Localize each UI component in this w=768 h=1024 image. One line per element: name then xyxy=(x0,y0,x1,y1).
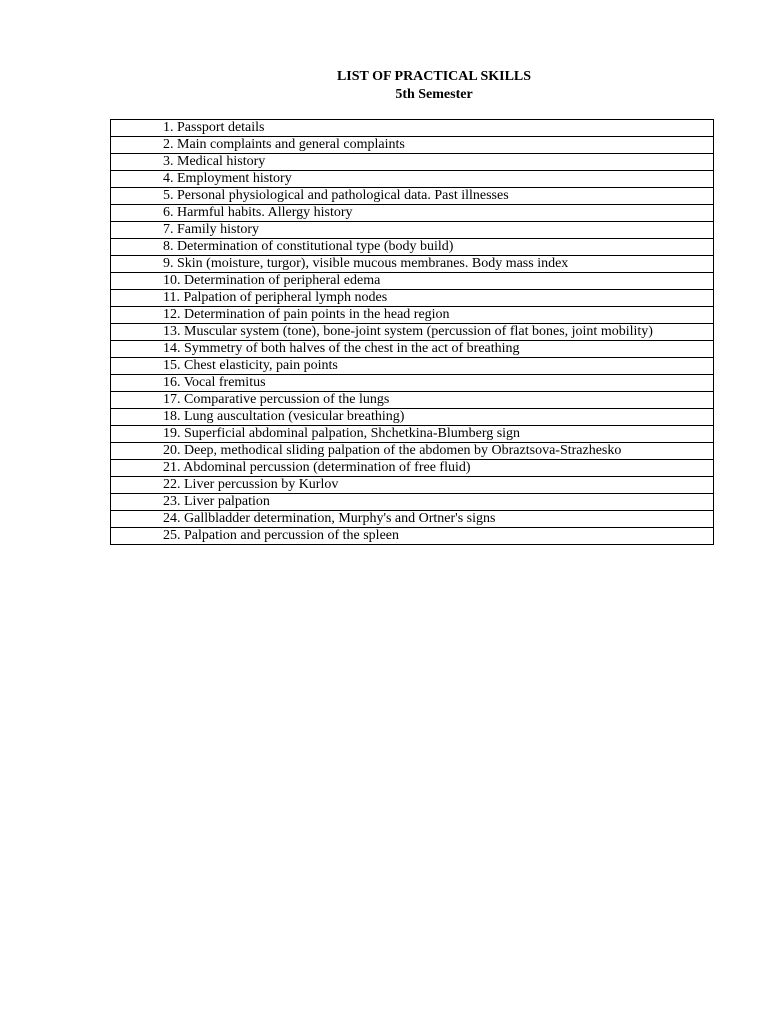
table-row xyxy=(111,273,714,290)
skill-item: 8. Determination of constitutional type (body build) xyxy=(111,239,714,256)
skill-item: 25. Palpation and percussion of the spleen xyxy=(111,528,714,545)
skill-item: 7. Family history xyxy=(111,222,714,239)
document-subtitle: 5th Semester xyxy=(395,87,473,102)
skill-item: 12. Determination of pain points in the head region xyxy=(111,307,714,324)
table-row xyxy=(111,409,714,426)
table-row xyxy=(111,460,714,477)
skill-item: 23. Liver palpation xyxy=(111,494,714,511)
table-row xyxy=(111,154,714,171)
table-row xyxy=(111,171,714,188)
table-row xyxy=(111,375,714,392)
skill-item: 9. Skin (moisture, turgor), visible mucous membranes. Body mass index xyxy=(111,256,714,273)
table-row xyxy=(111,324,714,341)
table-row xyxy=(111,528,714,545)
skill-item: 17. Comparative percussion of the lungs xyxy=(111,392,714,409)
table-row xyxy=(111,511,714,528)
skill-item: 5. Personal physiological and pathological data. Past illnesses xyxy=(111,188,714,205)
skill-item: 16. Vocal fremitus xyxy=(111,375,714,392)
table-row xyxy=(111,307,714,324)
table-row xyxy=(111,358,714,375)
skill-item: 22. Liver percussion by Kurlov xyxy=(111,477,714,494)
table-row xyxy=(111,222,714,239)
document-title: LIST OF PRACTICAL SKILLS xyxy=(336,69,532,84)
skill-item: 24. Gallbladder determination, Murphy's and Ortner's signs xyxy=(111,511,714,528)
skill-item: 2. Main complaints and general complaints xyxy=(111,137,714,154)
table-row xyxy=(111,188,714,205)
skill-item: 1. Passport details xyxy=(111,120,714,137)
skill-item: 20. Deep, methodical sliding palpation of the abdomen by Obraztsova-Strazhesko xyxy=(111,443,714,460)
table-row xyxy=(111,205,714,222)
table-row xyxy=(111,137,714,154)
skill-item: 6. Harmful habits. Allergy history xyxy=(111,205,714,222)
skill-item: 3. Medical history xyxy=(111,154,714,171)
skill-item: 10. Determination of peripheral edema xyxy=(111,273,714,290)
table-row xyxy=(111,477,714,494)
table-row xyxy=(111,239,714,256)
table-row xyxy=(111,290,714,307)
practical-skills-table xyxy=(110,119,714,545)
table-row xyxy=(111,443,714,460)
skill-item: 15. Chest elasticity, pain points xyxy=(111,358,714,375)
skill-item: 11. Palpation of peripheral lymph nodes xyxy=(111,290,714,307)
table-row xyxy=(111,494,714,511)
skill-item: 18. Lung auscultation (vesicular breathing) xyxy=(111,409,714,426)
table-row xyxy=(111,392,714,409)
skill-item: 14. Symmetry of both halves of the chest in the act of breathing xyxy=(111,341,714,358)
skill-item: 13. Muscular system (tone), bone-joint system (percussion of flat bones, joint mobility) xyxy=(111,324,714,341)
skill-item: 19. Superficial abdominal palpation, Shchetkina-Blumberg sign xyxy=(111,426,714,443)
skill-item: 4. Employment history xyxy=(111,171,714,188)
skill-item: 21. Abdominal percussion (determination of free fluid) xyxy=(111,460,714,477)
table-row xyxy=(111,426,714,443)
table-row xyxy=(111,341,714,358)
table-row xyxy=(111,120,714,137)
table-row xyxy=(111,256,714,273)
